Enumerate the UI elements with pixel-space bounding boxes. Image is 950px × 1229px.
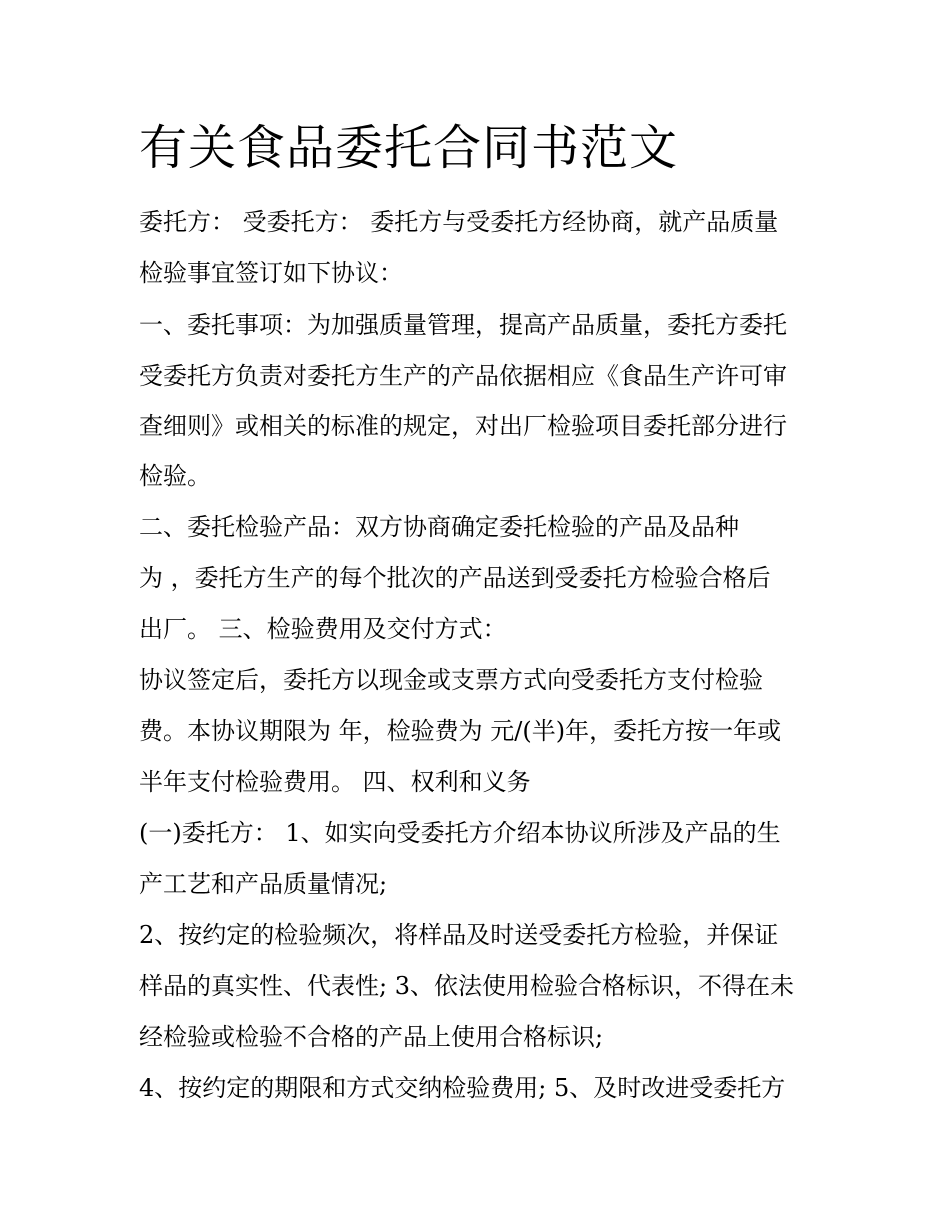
text-line: 4、按约定的期限和方式交纳检验费用; 5、及时改进受委托方 [139, 1074, 786, 1102]
text-line: 一、委托事项：为加强质量管理，提高产品质量，委托方委托 [139, 311, 787, 339]
text-line: 协议签定后，委托方以现金或支票方式向受委托方支付检验 [139, 666, 763, 694]
text-line: 产工艺和产品质量情况; [139, 870, 388, 898]
text-line: 受委托方负责对委托方生产的产品依据相应《食品生产许可审 [139, 362, 787, 390]
text-line: 2、按约定的检验频次，将样品及时送受委托方检验，并保证 [139, 921, 779, 949]
text-line: 半年支付检验费用。 四、权利和义务 [139, 768, 531, 796]
text-line: 样品的真实性、代表性; 3、依法使用检验合格标识，不得在未 [139, 972, 794, 1000]
text-line: 出厂。 三、检验费用及交付方式： [139, 615, 507, 643]
text-line: (一)委托方： 1、如实向受委托方介绍本协议所涉及产品的生 [139, 819, 781, 847]
text-line: 为 ，委托方生产的每个批次的产品送到受委托方检验合格后 [139, 564, 771, 592]
text-line: 查细则》或相关的标准的规定，对出厂检验项目委托部分进行 [139, 412, 787, 440]
text-line: 委托方： 受委托方： 委托方与受委托方经协商，就产品质量 [139, 208, 779, 236]
text-line: 经检验或检验不合格的产品上使用合格标识; [139, 1023, 604, 1051]
text-line: 检验事宜签订如下协议： [139, 259, 403, 287]
text-line: 检验。 [139, 462, 211, 490]
text-line: 费。本协议期限为 年，检验费为 元/(半)年，委托方按一年或 [139, 717, 782, 745]
text-line: 二、委托检验产品：双方协商确定委托检验的产品及品种 [139, 513, 739, 541]
document-title: 有关食品委托合同书范文 [139, 120, 679, 176]
